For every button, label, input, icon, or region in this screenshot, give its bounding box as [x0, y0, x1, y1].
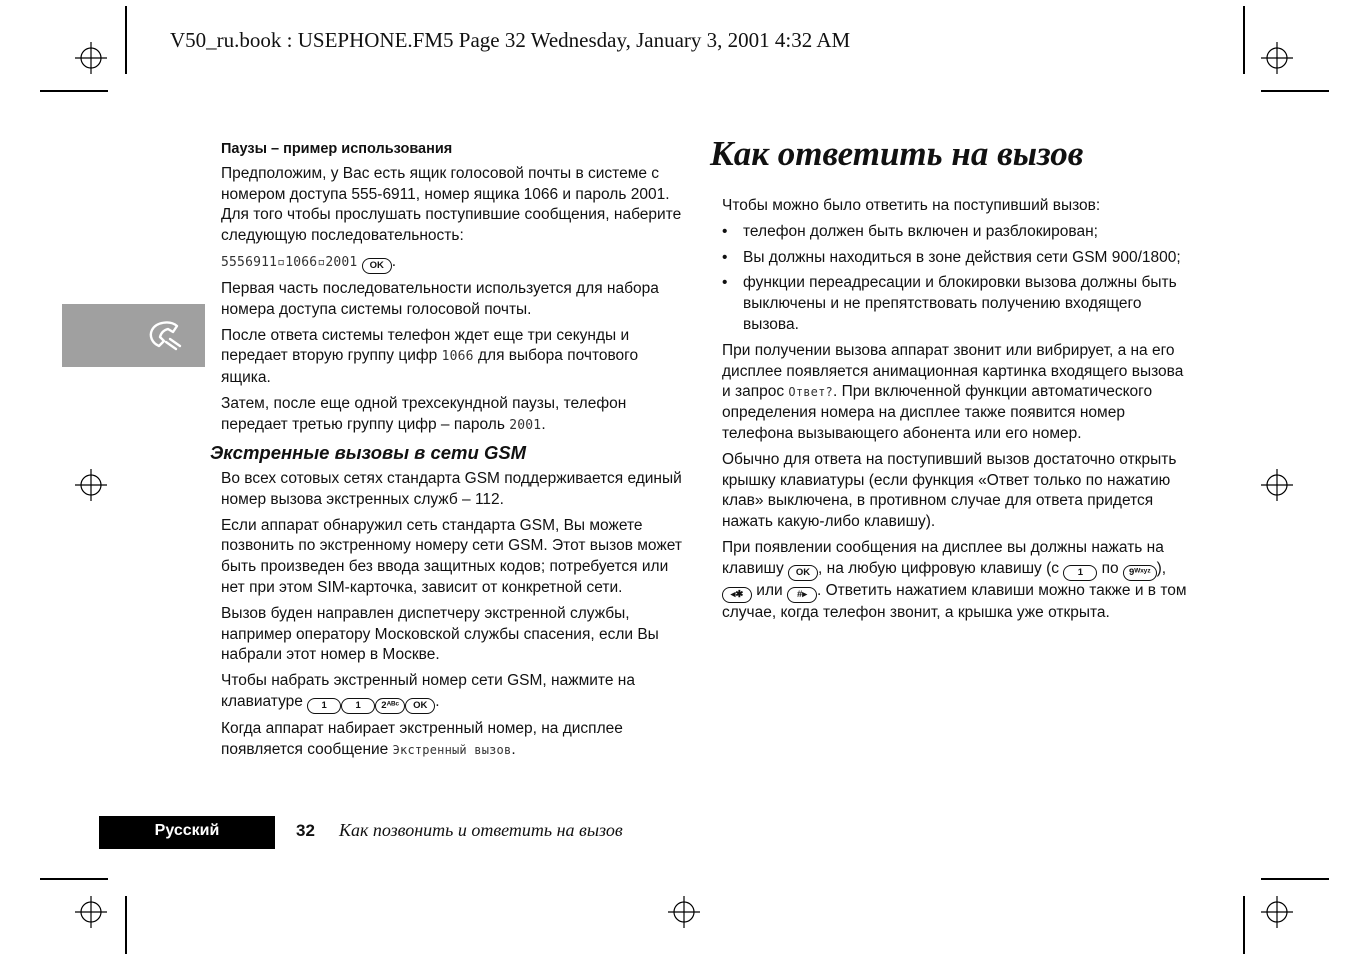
key-1: 1 [1063, 565, 1097, 581]
text: или [752, 581, 787, 599]
ok-key: OK [788, 565, 818, 581]
page-number: 32 [296, 821, 315, 840]
language-tab: Русский [99, 816, 275, 849]
text: для выбора почтового ящика. [221, 347, 639, 387]
paragraph [221, 326, 691, 389]
text: ), [1156, 559, 1167, 577]
crop-line [40, 90, 108, 92]
dial-sequence: 5556911▫1066▫2001 OK . [221, 252, 691, 274]
pause-heading: Паузы – пример использования [221, 141, 453, 157]
crosshair-icon [75, 42, 107, 74]
crosshair-icon [75, 896, 107, 928]
crosshair-icon [1261, 896, 1293, 928]
list-item: • Вы должны находиться в зоне действия сети GSM 900/1800; [722, 248, 1192, 269]
print-header: V50_ru.book : USEPHONE.FM5 Page 32 Wednesday, January 3, 2001 4:32 AM [170, 28, 851, 52]
text: , на любую цифровую клавишу (с [818, 559, 1064, 577]
text: . [435, 692, 440, 710]
key-1: 1 [307, 698, 341, 714]
left-column-gsm [221, 469, 691, 766]
paragraph: Если аппарат обнаружил сеть стандарта GSM, Вы можете позвонить по экстренному номеру сети GSM. Этот вызов может быть произведен без ввода защитных кодов; потребуется или нет при этом SIM-карточка, зависит от конкретной сети. [221, 516, 682, 596]
requirements-list [722, 222, 1192, 336]
text: . При включенной функции автоматического определения номера на дисплее также появится номер телефона вызывающего абонента или его номер. [722, 383, 1153, 442]
text: . [511, 740, 516, 758]
paragraph: Обычно для ответа на поступивший вызов достаточно открыть крышку клавиатуры (если функция «Ответ только по нажатию клав» выключена, в противном случае для ответа придется нажать какую-либо клавишу). [722, 450, 1177, 531]
paragraph: Предположим, у Вас есть ящик голосовой почты в системе с номером доступа 555-6911, номер ящика 1066 и пароль 2001. Для того чтобы прослушать поступившие сообщения, наберите следующую последовательность: [221, 164, 682, 245]
crop-line [1243, 896, 1245, 954]
code-display: 1066 [441, 349, 474, 365]
paragraph [722, 538, 1192, 624]
crop-line [1261, 90, 1329, 92]
key-star: ◂✱ [722, 587, 752, 603]
paragraph: Вызов буден направлен диспетчеру экстренной службы, например оператору Московской службы спасения, если Вы набрали этот номер в Москве. [221, 604, 659, 664]
paragraph [221, 719, 691, 761]
list-item: • функции переадресации и блокировки вызова должны быть выключены и не препятствовать получению входящего вызова. [722, 273, 1192, 335]
handset-icon [146, 318, 184, 354]
crop-line [40, 878, 108, 880]
crosshair-icon [668, 896, 700, 928]
ok-key: OK [405, 698, 435, 714]
list-item: • телефон должен быть включен и разблокирован; [722, 222, 1192, 243]
crop-line [1261, 878, 1329, 880]
display-message: Ответ? [788, 385, 833, 400]
key-1: 1 [341, 698, 375, 714]
key-2: 2ᴬᴮᶜ [375, 698, 405, 714]
crosshair-icon [75, 469, 107, 501]
code-display: 2001 [509, 417, 542, 433]
right-column [722, 196, 1192, 629]
key-hash: #▸ [787, 587, 817, 603]
text: Когда аппарат набирает экстренный номер, на дисплее появляется сообщение [221, 719, 623, 758]
text: При появлении сообщения на дисплее вы должны нажать на клавишу [722, 538, 1164, 577]
key-9: 9ᵂˣʸᶻ [1123, 565, 1157, 581]
paragraph: Чтобы можно было ответить на поступивший вызов: [722, 197, 1101, 214]
paragraph: Во всех сотовых сетях стандарта GSM поддерживается единый номер вызова экстренных служб – 112. [221, 470, 682, 508]
left-column [221, 139, 691, 442]
text: Чтобы набрать экстренный номер сети GSM, нажмите на клавиатуре [221, 672, 635, 710]
gsm-heading: Экстренные вызовы в сети GSM [210, 442, 527, 463]
paragraph [221, 671, 691, 714]
display-message: Экстренный вызов [392, 742, 512, 757]
sequence-display: 5556911▫1066▫2001 [221, 254, 358, 270]
crop-line [125, 6, 127, 74]
section-title: Как ответить на вызов [710, 134, 1084, 173]
paragraph [221, 394, 691, 437]
text: После ответа системы телефон ждет еще три секунды и передает вторую группу цифр [221, 326, 630, 365]
crop-line [1243, 6, 1245, 74]
paragraph [722, 341, 1192, 445]
chapter-title: Как позвонить и ответить на вызов [339, 820, 623, 840]
text: При получении вызова аппарат звонит или вибрирует, а на его дисплее появляется анимационная картинка входящего вызова и запрос [722, 341, 1184, 401]
crop-line [125, 896, 127, 954]
text: . Ответить нажатием клавиши можно также и в том случае, когда телефон звонит, а крышка уже открыта. [722, 581, 1187, 621]
text: . [541, 415, 546, 433]
crosshair-icon [1261, 469, 1293, 501]
paragraph: Первая часть последовательности используется для набора номера доступа системы голосовой почты. [221, 279, 659, 318]
crosshair-icon [1261, 42, 1293, 74]
side-tab [62, 304, 205, 367]
ok-key: OK [362, 258, 392, 274]
text: по [1097, 559, 1123, 577]
text: Затем, после еще одной трехсекундной паузы, телефон передает третью группу цифр – пароль [221, 394, 627, 433]
